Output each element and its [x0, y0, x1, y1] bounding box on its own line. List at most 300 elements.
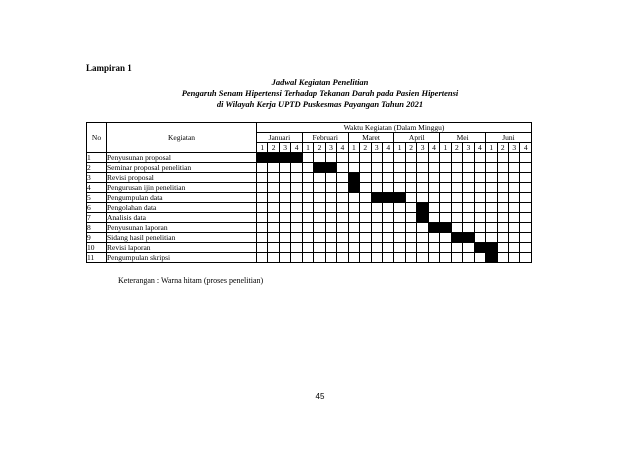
week-header: 1: [302, 143, 313, 153]
schedule-cell: [428, 233, 439, 243]
schedule-cell-active: [325, 163, 336, 173]
month-header: Maret: [348, 133, 394, 143]
table-row: [87, 163, 532, 173]
schedule-cell: [360, 233, 371, 243]
schedule-cell: [417, 193, 428, 203]
schedule-cell: [268, 183, 279, 193]
week-header: 3: [325, 143, 336, 153]
schedule-cell: [486, 233, 497, 243]
schedule-cell-active: [257, 153, 268, 163]
schedule-cell: [268, 173, 279, 183]
schedule-cell: [279, 243, 290, 253]
table-row: [87, 253, 532, 263]
schedule-cell: [428, 173, 439, 183]
schedule-cell: [440, 153, 451, 163]
schedule-cell: [463, 253, 474, 263]
schedule-cell: [440, 163, 451, 173]
schedule-cell: [302, 223, 313, 233]
month-header: Januari: [257, 133, 303, 143]
title-line-3: di Wilayah Kerja UPTD Puskesmas Payangan Tahun 2021: [216, 99, 424, 109]
schedule-cell: [463, 243, 474, 253]
schedule-cell: [360, 203, 371, 213]
schedule-cell: [314, 223, 325, 233]
schedule-cell: [451, 203, 462, 213]
schedule-cell: [520, 193, 532, 203]
schedule-cell: [463, 223, 474, 233]
schedule-cell: [497, 213, 508, 223]
schedule-cell: [325, 183, 336, 193]
schedule-cell: [325, 193, 336, 203]
week-header: 2: [451, 143, 462, 153]
schedule-cell: [451, 183, 462, 193]
schedule-cell: [291, 193, 302, 203]
schedule-cell: [417, 253, 428, 263]
schedule-cell: [428, 253, 439, 263]
schedule-cell: [314, 193, 325, 203]
schedule-cell: [268, 253, 279, 263]
schedule-cell: [520, 243, 532, 253]
schedule-cell: [474, 213, 485, 223]
schedule-cell: [337, 183, 348, 193]
schedule-cell-active: [486, 243, 497, 253]
row-number: 1: [87, 153, 107, 163]
schedule-cell: [451, 253, 462, 263]
schedule-cell: [337, 173, 348, 183]
schedule-cell: [348, 213, 359, 223]
schedule-cell: [348, 243, 359, 253]
document-title: [0, 77, 640, 110]
schedule-cell: [463, 193, 474, 203]
schedule-cell: [440, 203, 451, 213]
week-header: 1: [486, 143, 497, 153]
table-row: [87, 223, 532, 233]
schedule-cell-active: [394, 193, 405, 203]
appendix-label: Lampiran 1: [86, 63, 132, 73]
schedule-cell: [279, 203, 290, 213]
schedule-cell: [474, 223, 485, 233]
week-header: 2: [268, 143, 279, 153]
schedule-cell: [394, 163, 405, 173]
schedule-cell: [257, 223, 268, 233]
schedule-cell: [257, 243, 268, 253]
schedule-cell-active: [451, 233, 462, 243]
week-header: 2: [497, 143, 508, 153]
schedule-cell: [257, 173, 268, 183]
schedule-cell: [474, 153, 485, 163]
schedule-cell-active: [428, 223, 439, 233]
schedule-cell: [394, 223, 405, 233]
schedule-cell-active: [474, 243, 485, 253]
schedule-cell-active: [268, 153, 279, 163]
schedule-cell: [508, 163, 519, 173]
schedule-cell: [360, 173, 371, 183]
schedule-cell: [417, 163, 428, 173]
schedule-cell: [325, 213, 336, 223]
schedule-cell: [486, 223, 497, 233]
schedule-cell: [279, 173, 290, 183]
schedule-cell: [360, 153, 371, 163]
schedule-cell: [382, 153, 393, 163]
week-header: 4: [520, 143, 532, 153]
schedule-cell: [417, 233, 428, 243]
schedule-cell: [371, 183, 382, 193]
schedule-cell: [428, 193, 439, 203]
schedule-cell: [337, 233, 348, 243]
schedule-cell: [405, 203, 416, 213]
schedule-cell: [302, 183, 313, 193]
schedule-cell: [348, 233, 359, 243]
schedule-cell: [417, 183, 428, 193]
schedule-cell-active: [417, 203, 428, 213]
row-number: 2: [87, 163, 107, 173]
schedule-cell: [394, 153, 405, 163]
schedule-cell: [440, 173, 451, 183]
schedule-cell: [382, 233, 393, 243]
table-row: [87, 173, 532, 183]
schedule-cell: [360, 213, 371, 223]
schedule-cell-active: [348, 183, 359, 193]
schedule-cell: [508, 223, 519, 233]
legend-note: Keterangan : Warna hitam (proses penelitian): [118, 276, 264, 285]
schedule-cell: [440, 193, 451, 203]
schedule-cell: [314, 183, 325, 193]
schedule-cell: [440, 213, 451, 223]
month-header: Mei: [440, 133, 486, 143]
month-header: Juni: [486, 133, 532, 143]
activity-name: Pengumpulan skripsi: [107, 253, 257, 263]
schedule-cell: [451, 173, 462, 183]
schedule-cell-active: [486, 253, 497, 263]
schedule-cell: [325, 173, 336, 183]
table-row: [87, 243, 532, 253]
week-header: 2: [360, 143, 371, 153]
title-line-1: Jadwal Kegiatan Penelitian: [271, 77, 369, 87]
schedule-cell: [405, 193, 416, 203]
schedule-cell: [314, 213, 325, 223]
week-header: 1: [348, 143, 359, 153]
schedule-cell: [257, 193, 268, 203]
schedule-cell: [440, 253, 451, 263]
week-header: 3: [371, 143, 382, 153]
week-header: 4: [337, 143, 348, 153]
week-header: 4: [291, 143, 302, 153]
schedule-cell: [520, 253, 532, 263]
row-number: 4: [87, 183, 107, 193]
schedule-cell: [268, 223, 279, 233]
row-number: 5: [87, 193, 107, 203]
activity-name: Sidang hasil penelitian: [107, 233, 257, 243]
schedule-cell: [337, 203, 348, 213]
schedule-cell: [508, 253, 519, 263]
schedule-cell: [257, 163, 268, 173]
schedule-body: [87, 153, 532, 263]
schedule-cell: [302, 243, 313, 253]
schedule-cell: [394, 183, 405, 193]
schedule-cell: [440, 183, 451, 193]
schedule-cell: [451, 193, 462, 203]
schedule-cell: [337, 163, 348, 173]
schedule-cell: [451, 163, 462, 173]
schedule-cell: [279, 163, 290, 173]
schedule-cell: [508, 203, 519, 213]
schedule-cell: [314, 243, 325, 253]
schedule-cell: [268, 213, 279, 223]
schedule-cell: [508, 213, 519, 223]
schedule-cell: [348, 163, 359, 173]
header-no: No: [87, 123, 107, 153]
header-row-1: [87, 123, 532, 133]
schedule-cell: [360, 243, 371, 253]
schedule-cell: [508, 193, 519, 203]
schedule-cell: [486, 213, 497, 223]
schedule-cell: [348, 193, 359, 203]
activity-name: Revisi proposal: [107, 173, 257, 183]
schedule-cell: [486, 153, 497, 163]
activity-name: Analisis data: [107, 213, 257, 223]
schedule-cell: [394, 173, 405, 183]
activity-name: Penyusunan proposal: [107, 153, 257, 163]
schedule-cell: [279, 213, 290, 223]
schedule-cell: [360, 253, 371, 263]
schedule-cell: [508, 183, 519, 193]
schedule-cell: [291, 163, 302, 173]
schedule-cell: [463, 153, 474, 163]
schedule-cell: [314, 233, 325, 243]
week-header: 3: [463, 143, 474, 153]
row-number: 7: [87, 213, 107, 223]
schedule-cell: [268, 163, 279, 173]
schedule-cell: [417, 153, 428, 163]
schedule-cell: [405, 213, 416, 223]
schedule-cell: [348, 253, 359, 263]
schedule-cell-active: [440, 223, 451, 233]
schedule-cell: [302, 153, 313, 163]
schedule-cell: [302, 163, 313, 173]
schedule-cell: [382, 203, 393, 213]
schedule-cell: [474, 203, 485, 213]
schedule-cell: [302, 193, 313, 203]
schedule-cell: [291, 203, 302, 213]
schedule-cell: [474, 193, 485, 203]
schedule-cell: [279, 223, 290, 233]
schedule-cell: [337, 193, 348, 203]
row-number: 9: [87, 233, 107, 243]
schedule-cell: [474, 253, 485, 263]
schedule-cell: [382, 253, 393, 263]
schedule-cell: [279, 193, 290, 203]
schedule-cell: [257, 213, 268, 223]
schedule-cell-active: [417, 213, 428, 223]
activity-name: Penyusunan laporan: [107, 223, 257, 233]
schedule-cell: [360, 183, 371, 193]
schedule-cell: [314, 253, 325, 263]
schedule-cell: [474, 173, 485, 183]
schedule-cell: [405, 153, 416, 163]
header-kegiatan: Kegiatan: [107, 123, 257, 153]
schedule-cell: [394, 233, 405, 243]
schedule-cell: [486, 193, 497, 203]
schedule-cell: [428, 153, 439, 163]
schedule-cell: [268, 233, 279, 243]
schedule-cell: [497, 233, 508, 243]
table-row: [87, 203, 532, 213]
schedule-cell: [371, 243, 382, 253]
schedule-cell: [325, 153, 336, 163]
schedule-cell: [291, 233, 302, 243]
schedule-cell: [314, 173, 325, 183]
schedule-cell: [474, 233, 485, 243]
schedule-cell: [279, 183, 290, 193]
row-number: 3: [87, 173, 107, 183]
schedule-cell: [463, 203, 474, 213]
schedule-cell: [382, 243, 393, 253]
schedule-cell-active: [371, 193, 382, 203]
row-number: 10: [87, 243, 107, 253]
schedule-cell: [474, 163, 485, 173]
row-number: 6: [87, 203, 107, 213]
week-header: 4: [428, 143, 439, 153]
week-header: 3: [279, 143, 290, 153]
schedule-cell-active: [348, 173, 359, 183]
schedule-cell: [428, 163, 439, 173]
schedule-cell: [337, 253, 348, 263]
schedule-cell: [520, 183, 532, 193]
schedule-cell: [520, 173, 532, 183]
schedule-cell: [360, 163, 371, 173]
month-header: Februari: [302, 133, 348, 143]
schedule-cell: [314, 203, 325, 213]
schedule-cell: [520, 233, 532, 243]
schedule-cell: [497, 203, 508, 213]
schedule-cell-active: [463, 233, 474, 243]
schedule-cell: [405, 223, 416, 233]
schedule-cell: [428, 203, 439, 213]
schedule-cell: [325, 223, 336, 233]
schedule-cell: [337, 243, 348, 253]
schedule-cell-active: [314, 163, 325, 173]
schedule-table: [86, 122, 532, 263]
schedule-cell: [382, 173, 393, 183]
schedule-cell: [394, 203, 405, 213]
schedule-cell: [382, 223, 393, 233]
week-header: 1: [257, 143, 268, 153]
week-header: 4: [474, 143, 485, 153]
schedule-cell: [497, 223, 508, 233]
schedule-cell: [405, 233, 416, 243]
schedule-cell: [348, 153, 359, 163]
schedule-cell: [463, 173, 474, 183]
schedule-cell: [394, 243, 405, 253]
schedule-cell: [314, 153, 325, 163]
schedule-cell: [440, 243, 451, 253]
schedule-cell: [497, 243, 508, 253]
schedule-cell: [257, 183, 268, 193]
table-row: [87, 153, 532, 163]
page-number: 45: [315, 392, 325, 401]
schedule-cell: [428, 183, 439, 193]
row-number: 8: [87, 223, 107, 233]
week-header: 1: [440, 143, 451, 153]
activity-name: Revisi laporan: [107, 243, 257, 253]
schedule-cell: [325, 243, 336, 253]
activity-name: Pengolahan data: [107, 203, 257, 213]
row-number: 11: [87, 253, 107, 263]
schedule-cell: [520, 203, 532, 213]
schedule-cell: [451, 243, 462, 253]
schedule-cell: [394, 213, 405, 223]
schedule-cell: [520, 153, 532, 163]
schedule-cell: [279, 233, 290, 243]
schedule-cell: [371, 213, 382, 223]
schedule-cell: [291, 243, 302, 253]
schedule-cell: [508, 173, 519, 183]
schedule-cell: [268, 203, 279, 213]
schedule-cell-active: [279, 153, 290, 163]
schedule-cell: [497, 153, 508, 163]
schedule-cell: [348, 203, 359, 213]
schedule-cell: [497, 253, 508, 263]
activity-name: Seminar proposal penelitian: [107, 163, 257, 173]
schedule-cell: [394, 253, 405, 263]
schedule-cell: [337, 213, 348, 223]
schedule-cell: [302, 203, 313, 213]
schedule-cell: [371, 173, 382, 183]
schedule-cell: [497, 183, 508, 193]
schedule-cell: [371, 253, 382, 263]
table-row: [87, 193, 532, 203]
schedule-cell: [371, 153, 382, 163]
schedule-cell: [451, 213, 462, 223]
schedule-cell: [291, 183, 302, 193]
schedule-cell: [405, 243, 416, 253]
schedule-cell-active: [382, 193, 393, 203]
schedule-cell: [497, 173, 508, 183]
schedule-cell: [291, 173, 302, 183]
schedule-cell: [371, 223, 382, 233]
schedule-cell: [405, 183, 416, 193]
schedule-cell: [337, 223, 348, 233]
schedule-cell: [325, 203, 336, 213]
schedule-cell: [520, 213, 532, 223]
table-row: [87, 213, 532, 223]
table-row: [87, 233, 532, 243]
schedule-cell: [508, 243, 519, 253]
schedule-cell: [508, 233, 519, 243]
schedule-cell: [325, 233, 336, 243]
week-header: 4: [382, 143, 393, 153]
schedule-cell: [302, 233, 313, 243]
schedule-cell: [451, 223, 462, 233]
schedule-cell: [382, 163, 393, 173]
schedule-cell: [371, 233, 382, 243]
schedule-cell: [497, 163, 508, 173]
schedule-cell: [360, 193, 371, 203]
schedule-cell: [257, 253, 268, 263]
header-waktu: Waktu Kegiatan (Dalam Minggu): [257, 123, 532, 133]
schedule-cell: [371, 203, 382, 213]
activity-name: Pengurusan ijin penelitian: [107, 183, 257, 193]
schedule-cell: [428, 243, 439, 253]
schedule-cell: [520, 163, 532, 173]
schedule-cell: [405, 163, 416, 173]
title-line-2: Pengaruh Senam Hipertensi Terhadap Tekanan Darah pada Pasien Hipertensi: [181, 88, 459, 98]
schedule-cell: [382, 213, 393, 223]
schedule-cell: [463, 183, 474, 193]
schedule-cell: [257, 233, 268, 243]
schedule-cell: [302, 213, 313, 223]
schedule-cell: [497, 193, 508, 203]
schedule-cell: [291, 223, 302, 233]
